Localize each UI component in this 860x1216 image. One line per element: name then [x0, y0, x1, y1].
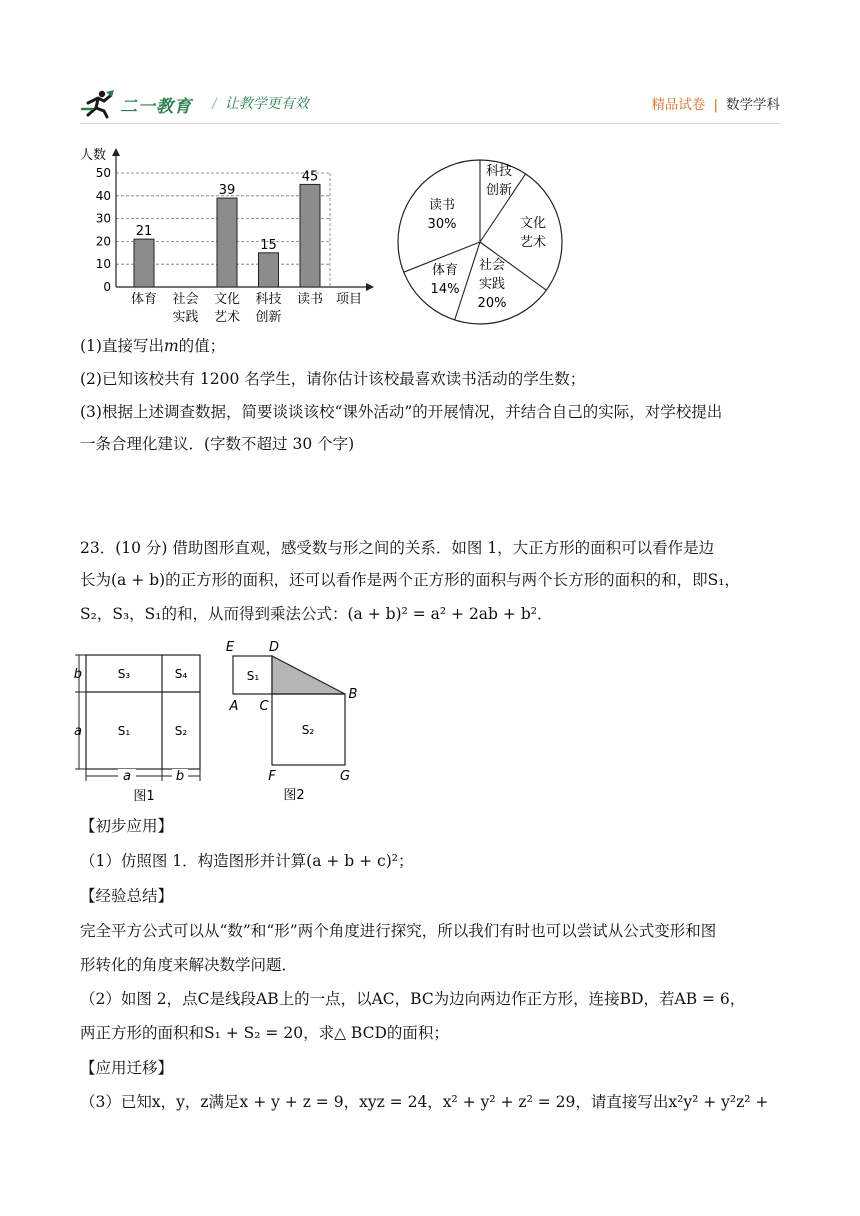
bar-chart-ytick: 0	[103, 280, 111, 294]
pie-slice-label: 科技	[485, 164, 513, 179]
q23-intro-line3: S₂，S₃，S₁的和，从而得到乘法公式：(a + b)² = a² + 2ab + b²．	[80, 605, 553, 623]
bar-chart-category-label: 科技	[255, 292, 282, 307]
bar-chart-xlabel: 项目	[336, 292, 363, 307]
header-right: 精品试卷 | 数学学科	[651, 97, 780, 113]
fig2-point-b: B	[348, 687, 358, 702]
bar-value-label: 15	[260, 237, 277, 253]
bar-chart-y-arrow	[112, 148, 120, 156]
pie-slice-label: 社会	[478, 258, 506, 273]
bar	[134, 239, 154, 287]
figure-2	[222, 636, 367, 806]
bar-chart-ytick: 50	[95, 166, 111, 180]
bar-chart-category-label: 社会	[172, 292, 199, 307]
bar-chart-x-arrow	[366, 283, 374, 291]
slogan: / 让教学更有效	[212, 96, 309, 112]
fig2-area-s2: S₂	[301, 723, 315, 737]
q23-part2-line1: （2）如图 2，点C是线段AB上的一点，以AC，BC为边向两边作正方形，连接BD，若AB = 6，	[80, 990, 746, 1008]
q22-part3-line1: (3)根据上述调查数据，简要谈谈该校“课外活动”的开展情况，并结合自己的实际，对学校提出	[80, 403, 723, 421]
q23-heading-transfer: 【应用迁移】	[80, 1059, 174, 1077]
pie-slice-label: 文化	[519, 216, 547, 231]
bar-chart-category-label: 艺术	[213, 310, 241, 325]
fig1-label-a-bottom: a	[123, 769, 131, 784]
pie-slice-label: 艺术	[519, 235, 547, 250]
fig1-cell-s4: S₄	[174, 667, 188, 681]
fig1-cell-s3: S₃	[117, 667, 131, 681]
bar-chart-ytick: 20	[95, 234, 111, 249]
bar-value-label: 45	[301, 169, 319, 185]
q23-heading-summary: 【经验总结】	[80, 887, 174, 905]
fig1-cell-s1: S₁	[117, 724, 131, 738]
bar-chart-category-label: 读书	[296, 292, 324, 307]
header-divider	[80, 123, 780, 124]
q22-part1: (1)直接写出m的值；	[80, 337, 226, 355]
fig2-caption: 图2	[283, 788, 305, 803]
q23-part1: （1）仿照图 1．构造图形并计算(a + b + c)²；	[80, 852, 414, 870]
bar-chart-ytick: 10	[95, 257, 111, 272]
q23-part2-line2: 两正方形的面积和S₁ + S₂ = 20，求△ BCD的面积；	[80, 1024, 449, 1042]
fig2-point-d: D	[268, 640, 280, 655]
pie-slice-label: 读书	[428, 198, 456, 213]
pie-slice-label: 20%	[477, 296, 507, 311]
fig1-label-b-bottom: b	[175, 769, 185, 784]
q23-heading-preliminary: 【初步应用】	[80, 817, 174, 835]
bar	[300, 184, 320, 287]
bar-chart-category-label: 创新	[255, 310, 282, 325]
runner-logo-icon	[80, 89, 116, 119]
bar-chart-category-label: 体育	[130, 292, 158, 307]
fig2-point-f: F	[268, 769, 276, 784]
logo-text: 二一教育	[120, 96, 192, 117]
bar-chart-category-label: 文化	[213, 292, 241, 307]
bar-chart-ylabel: 人数	[80, 148, 107, 163]
fig1-caption: 图1	[133, 789, 155, 804]
bar-value-label: 39	[218, 183, 236, 199]
bar-chart-ytick: 30	[95, 211, 111, 226]
pie-slice-label: 创新	[485, 183, 513, 198]
figure-1	[72, 645, 212, 805]
fig2-area-s1: S₁	[246, 669, 260, 683]
fig2-point-c: C	[259, 699, 269, 714]
fig1-cell-s2: S₂	[174, 724, 188, 738]
q23-summary-line1: 完全平方公式可以从“数”和“形”两个角度进行探究，所以我们有时也可以尝试从公式变形和图	[80, 922, 717, 940]
bar	[217, 198, 237, 287]
header-label-subject: 数学学科	[726, 97, 780, 113]
pie-chart	[392, 152, 572, 327]
fig2-point-e: E	[225, 640, 235, 655]
q23-part3: （3）已知x，y，z满足x + y + z = 9，xyz = 24，x² + y² + z² = 29，请直接写出x²y² + y²z² +	[80, 1093, 769, 1111]
bar-value-label: 21	[135, 224, 153, 240]
q23-intro-line1: 23．(10 分) 借助图形直观，感受数与形之间的关系．如图 1，大正方形的面积可以看作是边	[80, 539, 715, 557]
q23-intro-line2: 长为(a + b)的正方形的面积，还可以看作是两个正方形的面积与两个长方形的面积的和，即S₁，	[80, 571, 740, 589]
pie-slice-label: 实践	[478, 277, 506, 292]
page-header	[80, 88, 780, 120]
q22-part3-line2: 一条合理化建议．(字数不超过 30 个字)	[80, 435, 355, 453]
bar-chart-ytick: 40	[95, 188, 111, 203]
fig2-point-g: G	[339, 769, 351, 784]
bar	[259, 253, 279, 287]
pie-slice-label: 体育	[431, 263, 459, 278]
bar-chart-category-label: 实践	[172, 310, 199, 325]
header-label-paper: 精品试卷	[651, 97, 706, 113]
q23-summary-line2: 形转化的角度来解决数学问题．	[80, 956, 298, 974]
slogan-text: 让教学更有效	[224, 96, 309, 112]
fig1-label-a-left: a	[74, 724, 82, 739]
bar-chart	[72, 140, 382, 332]
fig2-point-a: A	[229, 699, 239, 714]
fig1-label-b-left: b	[73, 667, 82, 682]
q22-part2: (2)已知该校共有 1200 名学生，请你估计该校最喜欢读书活动的学生数；	[80, 370, 586, 388]
pie-slice-label: 30%	[427, 217, 457, 232]
logo	[80, 88, 192, 120]
pie-slice-label: 14%	[430, 282, 460, 297]
